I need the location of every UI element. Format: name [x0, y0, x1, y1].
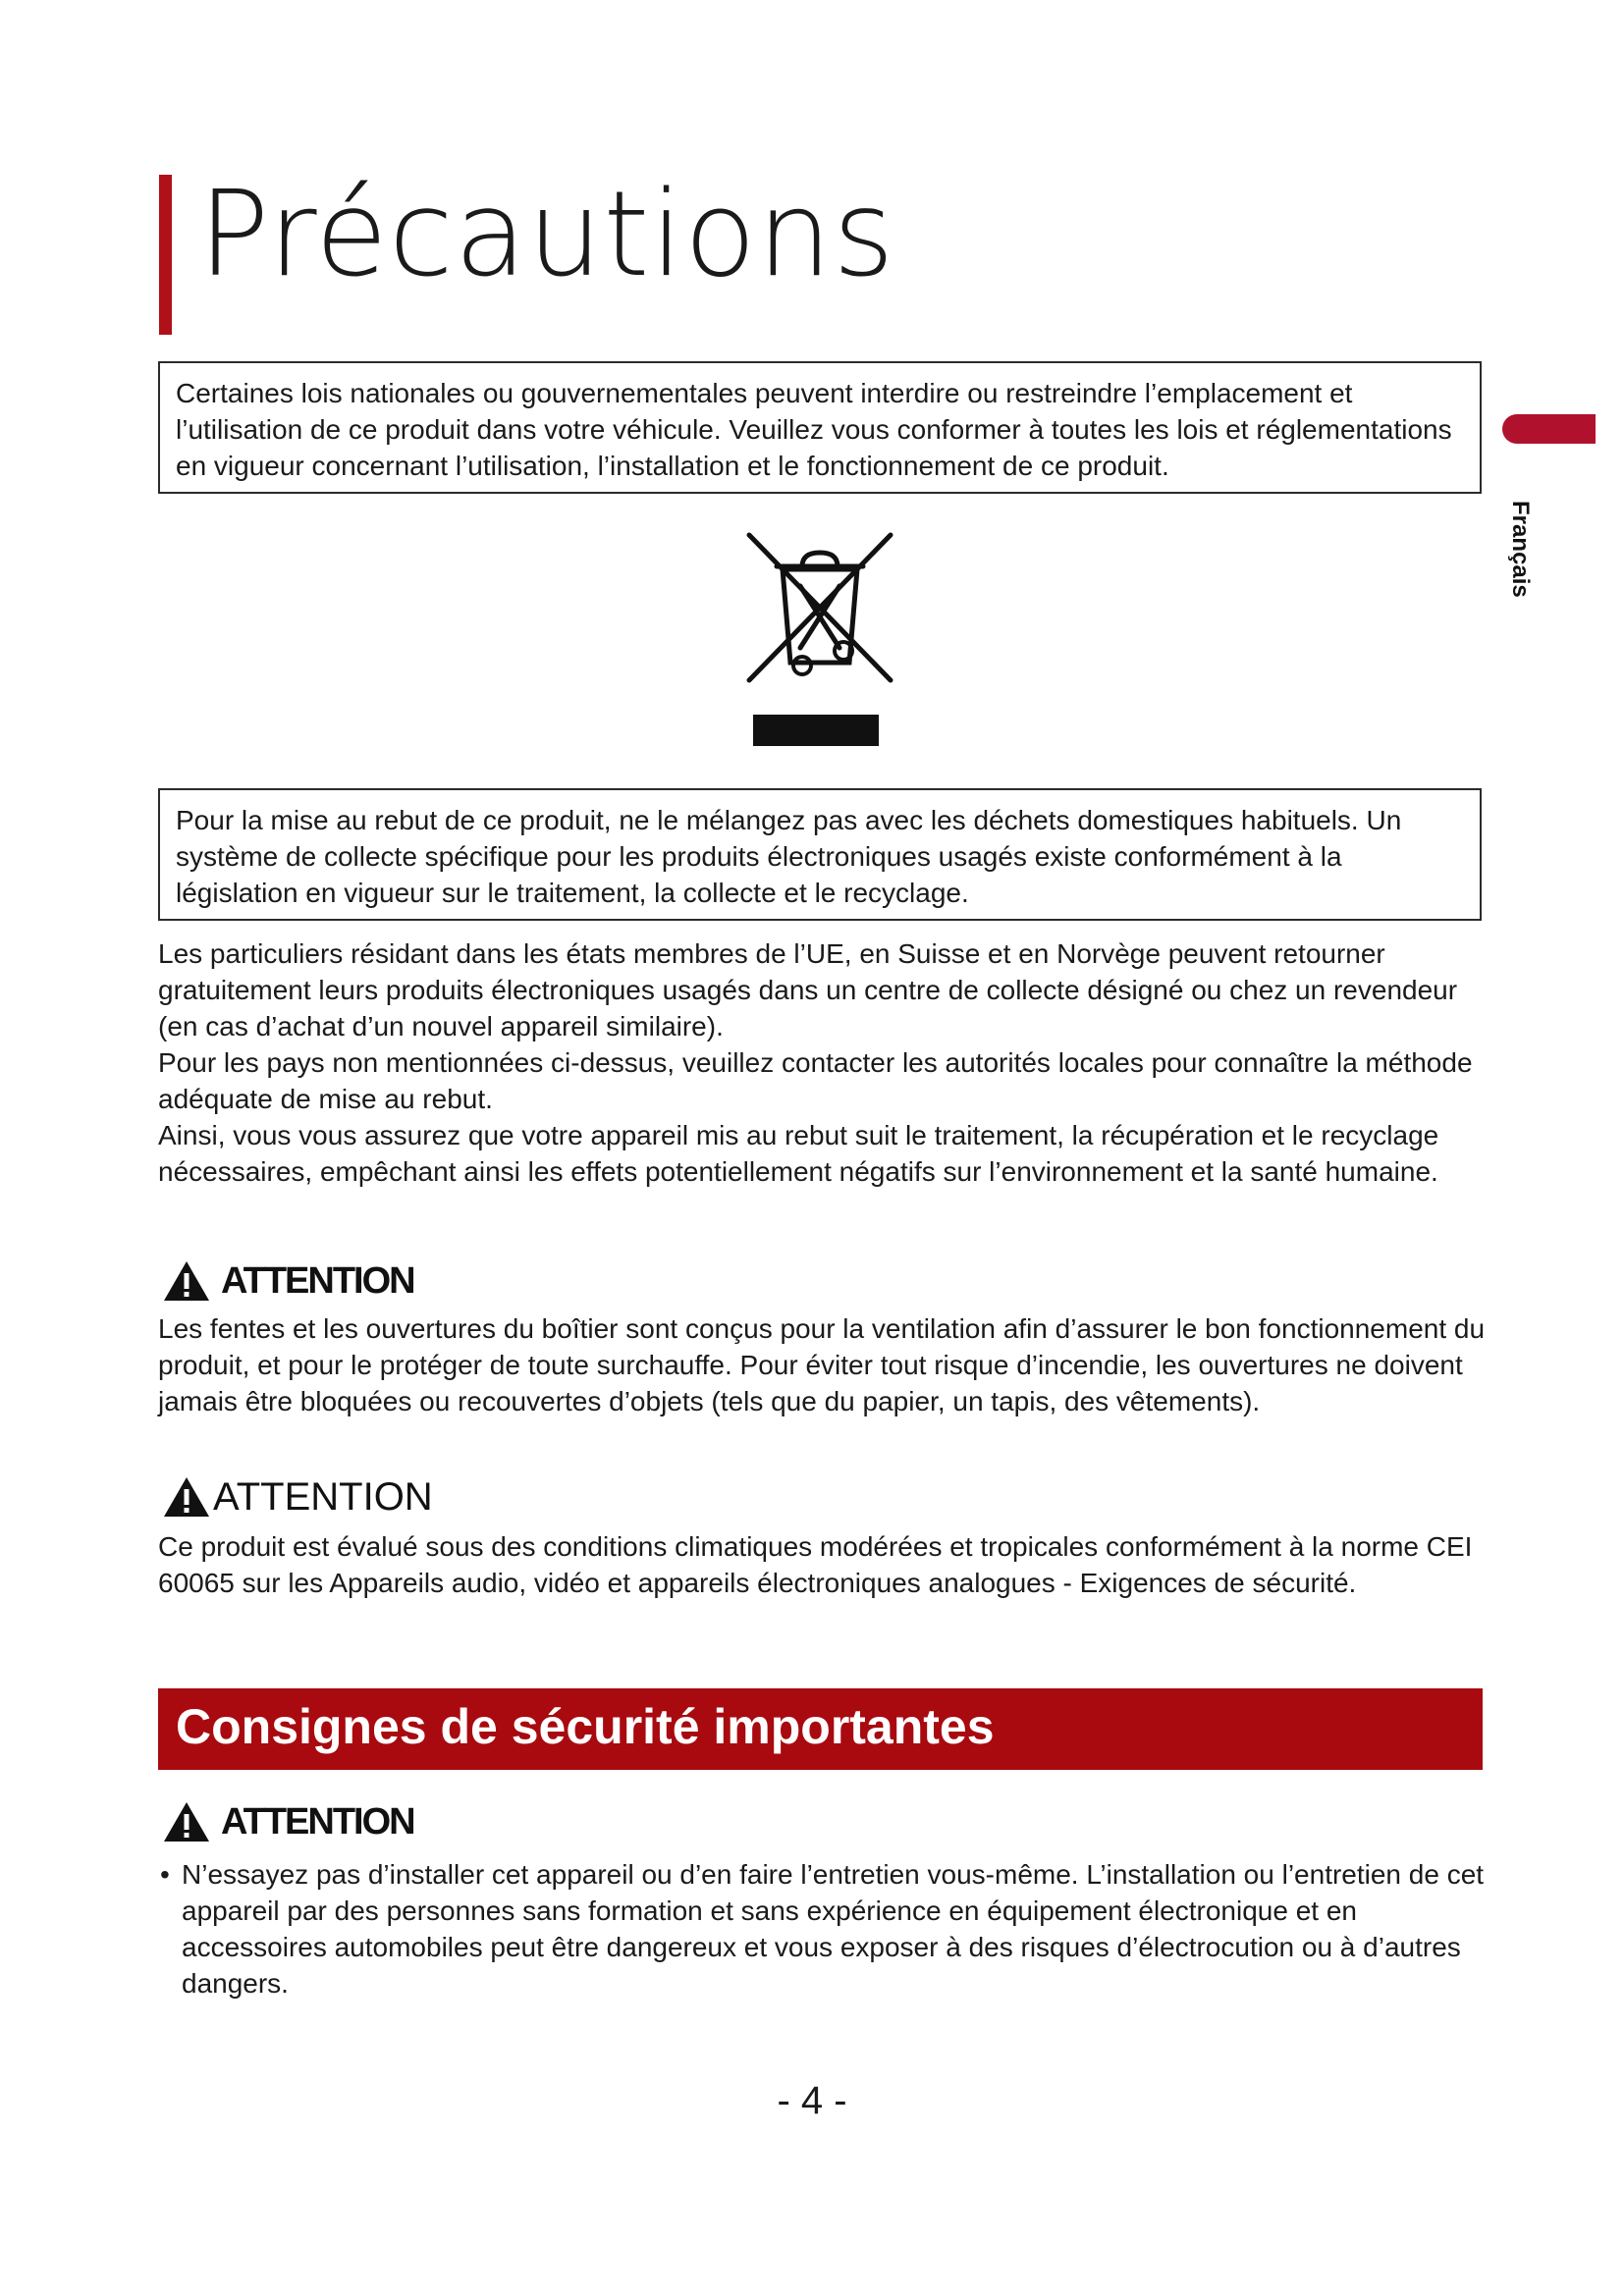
- page-number: - 4 -: [777, 2079, 847, 2122]
- disposal-notice-text: Pour la mise au rebut de ce produit, ne le mélangez pas avec les déchets domestiques habituels. Un système de collecte spécifique pour les produits électroniques usagés existe conformément à la législation en vigueur sur le traitement, la collecte et le recyclage.: [176, 805, 1402, 908]
- page-title: Précautions: [198, 167, 895, 303]
- language-label: Français: [1507, 501, 1534, 598]
- attention-heading-3: [162, 1797, 414, 1846]
- attention-heading-2: [162, 1472, 433, 1522]
- attention-heading-1: [162, 1256, 414, 1306]
- warning-triangle-icon: [162, 1259, 211, 1303]
- legal-notice-text: Certaines lois nationales ou gouvernementales peuvent interdire ou restreindre l’emplacement et l’utilisation de ce produit dans votre véhicule. Veuillez vous conformer à toutes les lois et réglementations en vigueur concernant l’utilisation, l’installation et le fonctionnement de ce produit.: [176, 378, 1452, 481]
- list-item: [158, 1856, 1493, 2002]
- warning-triangle-icon: [162, 1800, 211, 1843]
- weee-crossed-bin-icon: [741, 525, 898, 751]
- attention-label: ATTENTION: [221, 1259, 414, 1302]
- attention-text-1: Les fentes et les ouvertures du boîtier sont conçus pour la ventilation afin d’assurer le bon fonctionnement du produit, et pour le protéger de toute surchauffe. Pour éviter tout risque d’incendie, les ouvertures ne doivent jamais être bloquées ou recouvertes d’objets (tels que du papier, un tapis, des vêtements).: [158, 1313, 1486, 1416]
- title-accent-bar: [159, 175, 172, 335]
- warning-triangle-icon: [162, 1475, 211, 1519]
- language-tab-marker: [1502, 414, 1596, 444]
- attention-text-2: Ce produit est évalué sous des conditions climatiques modérées et tropicales conformément à la norme CEI 60065 sur les Appareils audio, vidéo et appareils électroniques analogues - Exigences de sécurité.: [158, 1531, 1473, 1598]
- disposal-notice-box: [158, 788, 1482, 921]
- legal-notice-box: [158, 361, 1482, 494]
- attention-label: ATTENTION: [213, 1474, 433, 1519]
- bullet-icon: •: [160, 1859, 170, 1890]
- paragraph: Les particuliers résidant dans les états membres de l’UE, en Suisse et en Norvège peuvent retourner gratuitement leurs produits électroniques usagés dans un centre de collecte désigné ou chez un revendeur (en cas d’achat d’un nouvel appareil similaire).: [158, 938, 1458, 1041]
- bullet-text: N’essayez pas d’installer cet appareil ou d’en faire l’entretien vous-même. L’installation ou l’entretien de cet appareil par des personnes sans formation et sans expérience en équipement électronique et en accessoires automobiles peut être dangereux et vous exposer à des risques d’électrocution ou à d’autres dangers.: [182, 1859, 1485, 1999]
- paragraph: Ainsi, vous vous assurez que votre appareil mis au rebut suit le traitement, la récupération et le recyclage nécessaires, empêchant ainsi les effets potentiellement négatifs sur l’environnement et la santé humaine.: [158, 1120, 1439, 1187]
- paragraph: Pour les pays non mentionnées ci-dessus, veuillez contacter les autorités locales pour connaître la méthode adéquate de mise au rebut.: [158, 1047, 1473, 1114]
- section-heading-safety: Consignes de sécurité importantes: [158, 1688, 1483, 1770]
- attention-label: ATTENTION: [221, 1800, 414, 1842]
- disposal-paragraphs: [158, 935, 1493, 1190]
